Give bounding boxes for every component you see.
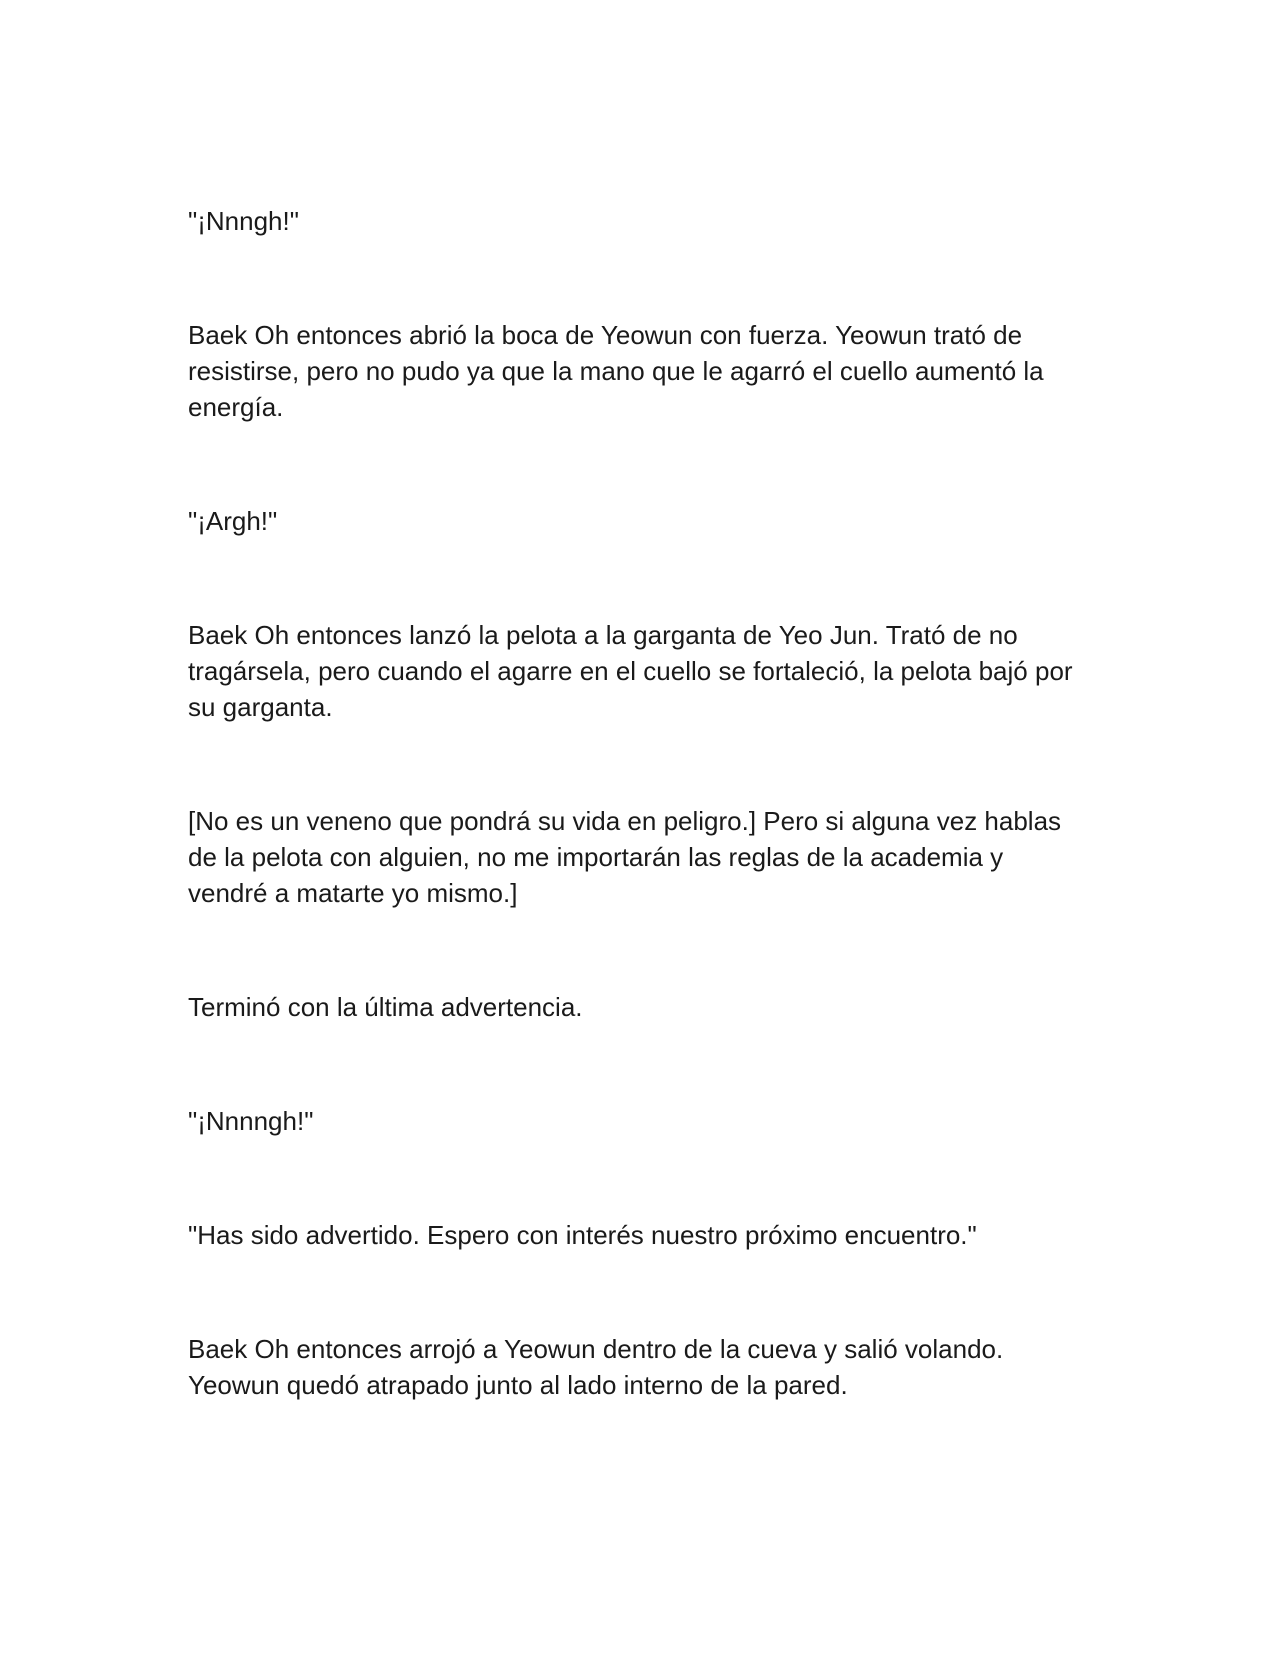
- paragraph: Baek Oh entonces arrojó a Yeowun dentro de la cueva y salió volando. Yeowun quedó atrapado junto al lado interno de la pared.: [188, 1334, 1004, 1400]
- paragraph: [No es un veneno que pondrá su vida en peligro.] Pero si alguna vez hablas de la pelota con alguien, no me importarán las reglas de la academia y vendré a matarte yo mismo.]: [188, 806, 1062, 908]
- paragraph: Baek Oh entonces lanzó la pelota a la garganta de Yeo Jun. Trató de no tragársela, pero cuando el agarre en el cuello se fortaleció, la pelota bajó por su garganta.: [188, 620, 1073, 722]
- paragraph: "Has sido advertido. Espero con interés nuestro próximo encuentro.": [188, 1220, 977, 1250]
- paragraph: Baek Oh entonces abrió la boca de Yeowun con fuerza. Yeowun trató de resistirse, pero no pudo ya que la mano que le agarró el cuello aumentó la energía.: [188, 320, 1044, 422]
- paragraph: "¡Argh!": [188, 506, 278, 536]
- document-body: [188, 203, 1088, 1481]
- paragraph: Terminó con la última advertencia.: [188, 992, 583, 1022]
- paragraph: "¡Nnngh!": [188, 206, 299, 236]
- paragraph: "¡Nnnngh!": [188, 1106, 314, 1136]
